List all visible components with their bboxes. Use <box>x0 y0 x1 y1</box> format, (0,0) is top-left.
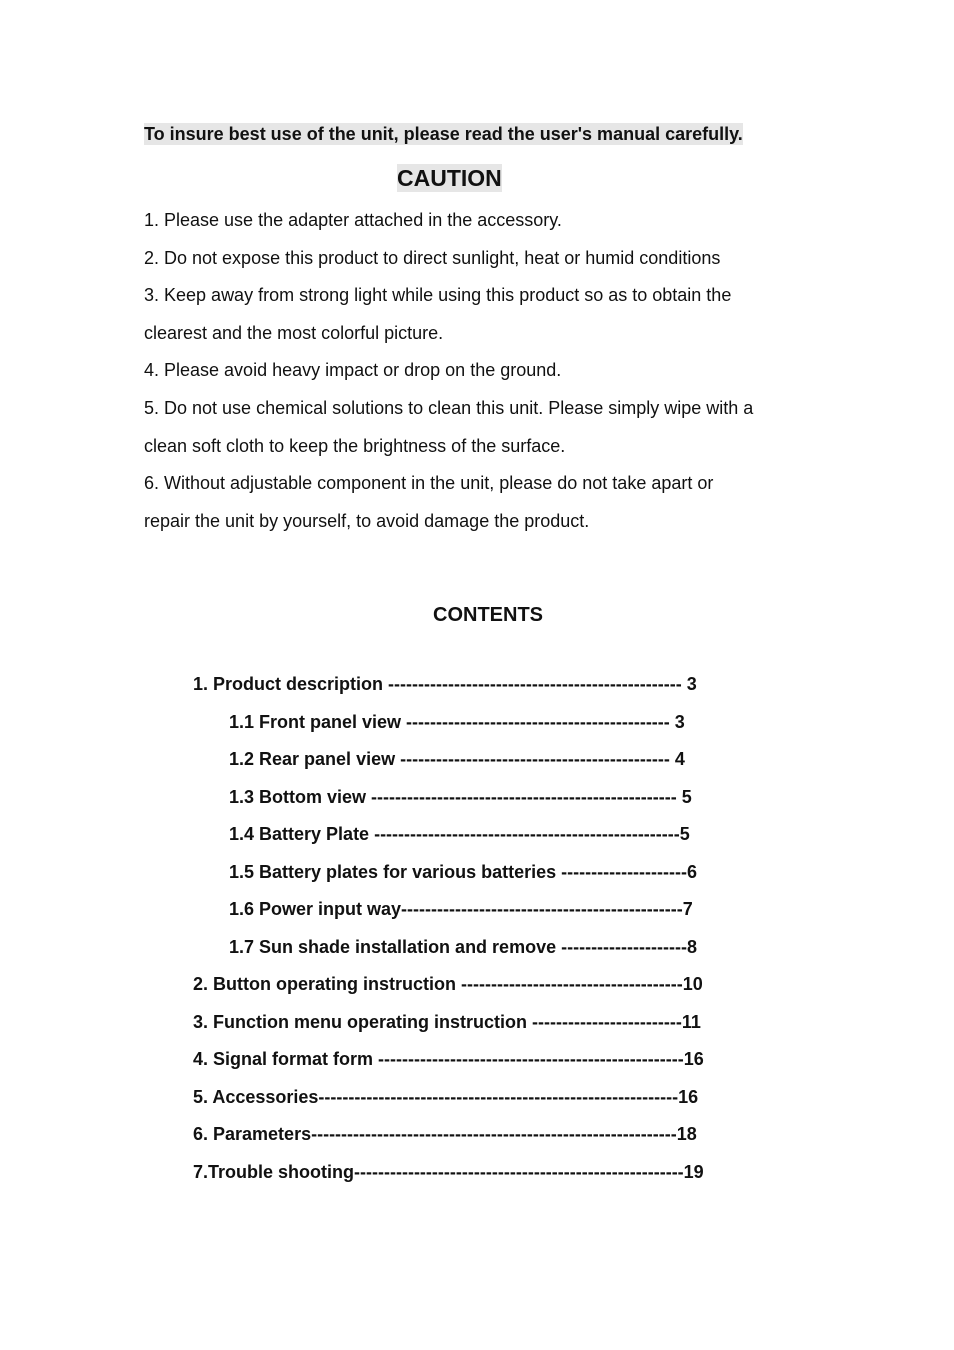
toc-entry: 1.5 Battery plates for various batteries ---------------------6 <box>229 861 698 882</box>
toc-entry: 5. Accessories------------------------------------------------------------16 <box>193 1086 699 1107</box>
caution-line: 1. Please use the adapter attached in the accessory. <box>144 210 562 230</box>
toc-entry: 7.Trouble shooting-------------------------------------------------------19 <box>193 1161 704 1182</box>
toc-entry: 1.2 Rear panel view --------------------------------------------- 4 <box>229 749 685 769</box>
caution-line: 2. Do not expose this product to direct sunlight, heat or humid conditions <box>144 247 721 268</box>
caution-line: 4. Please avoid heavy impact or drop on the ground. <box>144 360 562 381</box>
intro-notice: To insure best use of the unit, please read the user's manual carefully. <box>144 124 743 144</box>
caution-line: repair the unit by yourself, to avoid damage the product. <box>144 510 590 531</box>
caution-line: clean soft cloth to keep the brightness of the surface. <box>144 435 566 456</box>
caution-line: clearest and the most colorful picture. <box>144 322 444 343</box>
toc-entry: 1.1 Front panel view -------------------------------------------- 3 <box>229 711 685 732</box>
toc-entry: 6. Parameters-------------------------------------------------------------18 <box>193 1124 697 1144</box>
toc-entry: 3. Function menu operating instruction -------------------------11 <box>193 1011 701 1032</box>
caution-line: 3. Keep away from strong light while using this product so as to obtain the <box>144 285 732 306</box>
toc-entry: 2. Button operating instruction -------------------------------------10 <box>193 974 703 994</box>
caution-line: 5. Do not use chemical solutions to clean this unit. Please simply wipe with a <box>144 397 754 418</box>
contents-heading: CONTENTS <box>433 604 543 626</box>
caution-heading: CAUTION <box>397 165 502 191</box>
caution-list <box>144 202 814 540</box>
caution-line: 6. Without adjustable component in the unit, please do not take apart or <box>144 473 714 494</box>
toc-entry: 1.7 Sun shade installation and remove ---------------------8 <box>229 936 697 957</box>
toc-entry: 1. Product description ------------------------------------------------- 3 <box>193 674 697 694</box>
toc-entry: 1.4 Battery Plate ---------------------------------------------------5 <box>229 824 690 844</box>
toc-entry: 1.6 Power input way-----------------------------------------------7 <box>229 899 693 919</box>
toc-entry: 4. Signal format form ---------------------------------------------------16 <box>193 1049 704 1069</box>
toc-entry: 1.3 Bottom view --------------------------------------------------- 5 <box>229 786 692 807</box>
